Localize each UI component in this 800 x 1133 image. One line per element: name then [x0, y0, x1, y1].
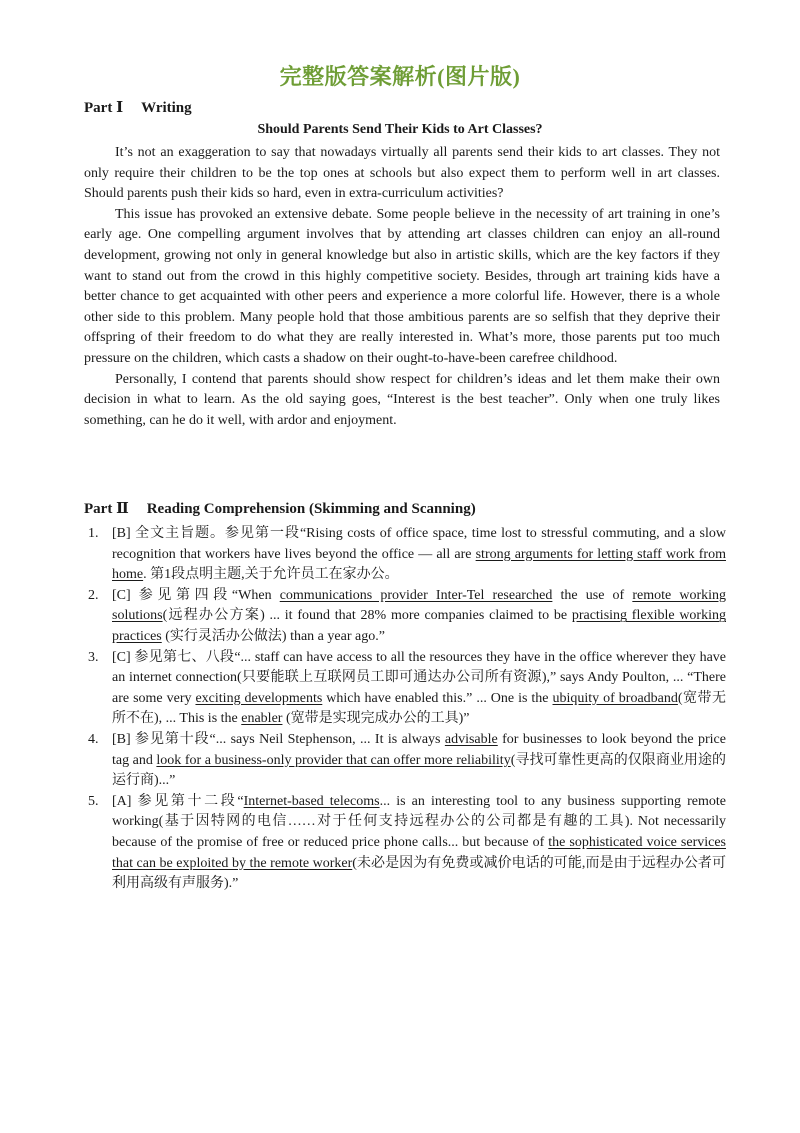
part2-label: Part Ⅱ [84, 501, 129, 517]
answer-text: . 第1段点明主题,关于允许员工在家办公。 [143, 567, 399, 583]
part1-heading [84, 98, 192, 117]
answer-item-1 [84, 524, 726, 586]
answer-text: [C] 参见第四段“When [112, 587, 280, 603]
answer-item-3 [84, 648, 726, 730]
answer-underlined-text: Internet-based telecoms [243, 793, 380, 809]
answer-number: 3. [88, 649, 99, 665]
answer-underlined-text: enabler [241, 711, 283, 727]
answer-underlined-text: the sophisticated voice services that can be exploited by the remote worker [112, 834, 726, 871]
page-title: 完整版答案解析(图片版) [279, 64, 521, 89]
answer-number: 4. [88, 731, 99, 747]
answer-text: (未必是因为有免费或减价电话的可能,而是由于远程办公者可利用高级有声服务).” [112, 855, 726, 892]
essay-title: Should Parents Send Their Kids to Art Classes? [257, 122, 543, 137]
answer-number: 5. [88, 793, 99, 809]
answer-list [84, 524, 726, 895]
part1-label: Part Ⅰ [84, 100, 124, 116]
answer-text: (宽带无所不在), ... This is the [112, 690, 727, 727]
answer-underlined-text: look for a business-only provider that can offer more reliability [156, 752, 511, 768]
answer-underlined-text: ubiquity of broadband [552, 690, 678, 706]
essay-paragraph-3: Personally, I contend that parents should show respect for children’s ideas and let them make their own decision in what to learn. As the old saying goes, “Interest is the best teacher”. Only when one truly likes something, can he do it well, with ardor and enjoyment. [84, 371, 720, 428]
answer-text: (寻找可靠性更高的仅限商业用途的运行商)...” [112, 752, 726, 789]
answer-text: ... is an interesting tool to any business supporting remote working(基于因特网的电信……对于任何支持远程办公的公司都是有趣的工具). Not necessarily because of the promise of free or reduced price phone calls... but because of [112, 793, 727, 850]
answer-underlined-text: communications provider Inter-Tel researched [279, 587, 553, 603]
answer-text: (宽带是实现完成办公的工具)” [282, 711, 470, 727]
part2-title: Reading Comprehension (Skimming and Scanning) [146, 501, 476, 517]
answer-text: [C] 参见第七、八段“... staff can have access to all the resources they have in the office wherever they have an internet connection(只要能联上互联网员工即可通达办公司所有资源),” says Andy Poulton, ... “There are some very [112, 649, 726, 706]
answer-underlined-text: strong arguments for letting staff work from home [112, 546, 726, 583]
answer-text: for businesses to look beyond the price tag and [112, 731, 726, 768]
answer-text: [B] 全文主旨题。参见第一段“Rising costs of office space, time lost to stressful commuting, and a slow recognition that workers have lives beyond the office — all are [112, 526, 726, 562]
answer-underlined-text: practising flexible working practices [112, 608, 726, 644]
answer-text: [A] 参见第十二段“ [112, 793, 244, 809]
answer-text: (实行灵活办公做法) than a year ago.” [161, 628, 385, 644]
answer-number: 2. [88, 587, 99, 603]
answer-item-2 [84, 586, 726, 648]
answer-item-5 [84, 792, 726, 895]
answer-number: 1. [88, 526, 99, 541]
answer-underlined-text: advisable [444, 731, 498, 747]
answer-text: [B] 参见第十段“... says Neil Stephenson, ... It is always [112, 731, 445, 747]
essay-paragraph-1: It’s not an exaggeration to say that nowadays virtually all parents send their kids to art classes. They not only require their children to be the top ones at schools but also expect them to perform well in art classes. Should parents push their kids so hard, even in extra-curriculum activities? [84, 145, 720, 202]
answer-underlined-text: exciting developments [195, 690, 323, 706]
essay-body [84, 143, 720, 431]
answer-text: the use of [552, 587, 633, 603]
answer-text: which have enabled this.” ... One is the [322, 690, 553, 706]
answer-text: (远程办公方案) ... it found that 28% more companies claimed to be [162, 608, 572, 624]
answer-underlined-text: remote working solutions [112, 587, 727, 624]
answer-item-4 [84, 730, 726, 792]
part2-heading [84, 499, 476, 518]
part1-title: Writing [141, 100, 192, 116]
essay-paragraph-2: This issue has provoked an extensive debate. Some people believe in the necessity of art training in one’s early age. One compelling argument involves that by attending art classes children can enjoy an all-round development, growing not only in general knowledge but also in artistic skills, which are the key factors if they want to stand out from the crowd in this highly competitive society. Besides, through art training kids have a better chance to get acquainted with other peers and experience a more colorful life. However, there is a whole other side to this problem. Many people hold that those ambitious parents are so selfish that they deprive their offspring of their freedom to do what they are really interested in. What’s more, those parents put too much pressure on the children, which casts a shadow on their ought-to-have-been carefree childhood. [84, 206, 720, 366]
